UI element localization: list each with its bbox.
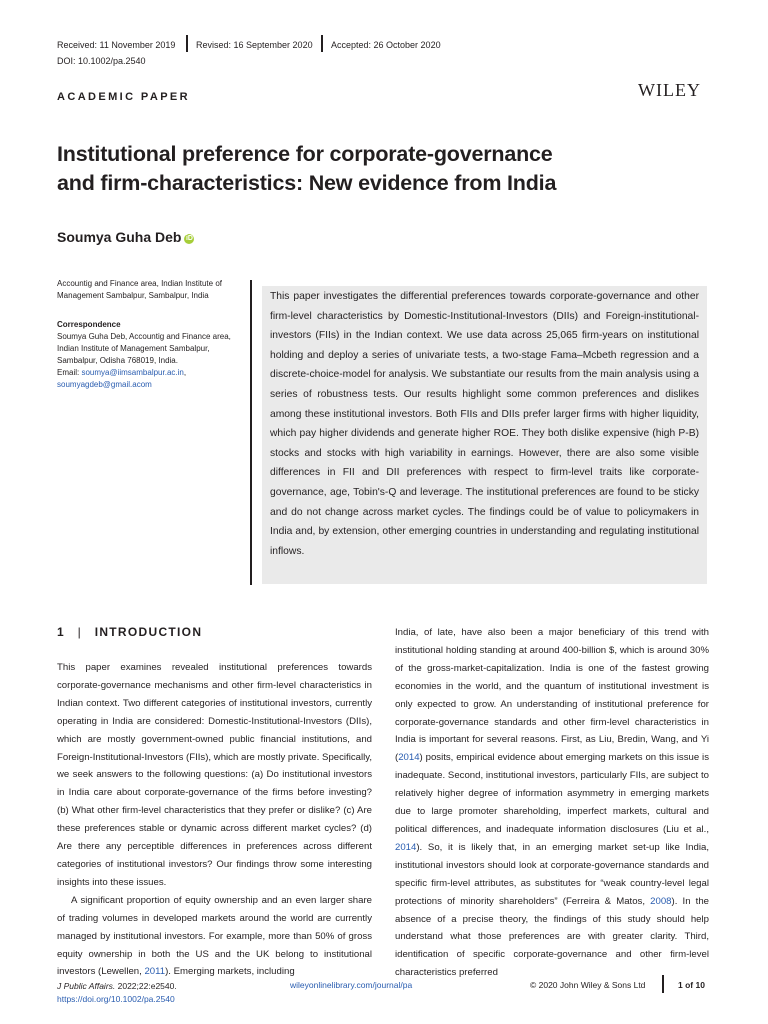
orcid-icon[interactable]: iD: [185, 235, 193, 242]
paragraph: A significant proportion of equity ownership and an even larger share of trading volumes in developed markets around the world are currently managed by institutional investors. For example, more than 50% of gross equity ownership in both the US and the UK belong to institutional investors (Lewellen, 2011). Emerging markets, including: [57, 894, 372, 978]
doi-link[interactable]: https://doi.org/10.1002/pa.2540: [57, 994, 175, 1004]
copyright: © 2020 John Wiley & Sons Ltd: [530, 980, 646, 990]
section-number: 1: [57, 625, 65, 639]
citation-link[interactable]: 2014: [395, 841, 417, 853]
journal-site-link[interactable]: wileyonlinelibrary.com/journal/pa: [290, 980, 413, 990]
received-date: Received: 11 November 2019: [57, 40, 176, 50]
correspondence: Correspondence Soumya Guha Deb, Accountig and Finance area, Indian Institute of Management Sambalpur, Sambalpur, Odisha 768019, India. Email: soumya@iimsambalpur.ac.in, soumyagdeb@gmail.acom: [57, 319, 247, 391]
citation-link[interactable]: 2011: [144, 966, 166, 978]
divider: [662, 975, 664, 993]
citation-link[interactable]: 2014: [398, 752, 420, 764]
citation-link[interactable]: 2008: [650, 895, 672, 907]
title-line: and firm-characteristics: New evidence from India: [57, 171, 557, 195]
section-heading: [57, 625, 202, 639]
paragraph: This paper examines revealed institutional preferences towards corporate-governance mechanisms and other firm-level characteristics in Indian context. Two different categories of institutional investors, currently operating in India are considered: Domestic-Institutional-Investors (DIIs), which are mostly government-owned public financial institutions, and Foreign-Institutional-Investors (FIIs), which are mostly private. Specifically, we seek answers to the following questions: (a) Do institutional investors in India care about corporate-governance of the firms before investing? (b) What other firm-level characteristics that they prefer or dislike? (c) Are these preferences stable or dynamic across different market cycles? (d) Are there any perceptible differences in preferences across different categories of institutional investors? Our findings throw some interesting insights into these issues.: [57, 662, 372, 888]
divider: [321, 35, 323, 52]
abstract-text: This paper investigates the differential preferences towards corporate-governance and other firm-level characteristics by Domestic-Institutional-Investors (DIIs) and Foreign-institutional-investors (FIIs) in the Indian context. We use data across 25,065 firm-years on institutional holding and deploy a series of univariate tests, a two-stage Fama–Mcbeth regression and a discrete-choice-model for analysis. We substantiate our results from the main analysis using a series of robustness tests. Our results highlight some common preferences and dislikes among these institutional investors. Both FIIs and DIIs prefer larger firms with higher liquidity, which pay higher dividends and generate higher ROE. They both dislike expensive (high P-B) stocks and stocks with high variability in earnings. However, there are also some visible differences in FII and DII preferences with respect to firm-level traits like corporate-governance, age, Tobin's-Q and leverage. The institutional preferences are found to be sticky and do not change across market cycles. The findings could be of value to policymakers in India and, by extension, other emerging countries in understanding and regulating institutional inflows.: [270, 291, 699, 557]
page-title: [57, 140, 657, 198]
journal-name: J Public Affairs.: [57, 981, 116, 991]
correspondence-heading: Correspondence: [57, 320, 121, 329]
revised-date: Revised: 16 September 2020: [196, 40, 313, 50]
email-link[interactable]: soumya@iimsambalpur.ac.in: [81, 368, 184, 377]
body-column-right: [395, 624, 709, 982]
publisher-logo: WILEY: [638, 80, 701, 100]
title-line: Institutional preference for corporate-governance: [57, 142, 553, 166]
section-title: INTRODUCTION: [94, 625, 203, 639]
email-link[interactable]: soumyagdeb@gmail.acom: [57, 380, 152, 389]
section-separator: |: [77, 625, 83, 639]
affiliation: Accountig and Finance area, Indian Institute of Management Sambalpur, Sambalpur, India: [57, 279, 222, 300]
body-column-left: [57, 659, 372, 981]
email-label: Email:: [57, 368, 82, 377]
abstract-box: [262, 286, 707, 584]
author: [57, 229, 194, 245]
footer-citation: J Public Affairs. 2022;22:e2540. https://doi.org/10.1002/pa.2540: [57, 981, 177, 1004]
page-number: 1 of 10: [678, 980, 705, 990]
author-name: Soumya Guha Deb: [57, 229, 182, 245]
correspondence-text: Soumya Guha Deb, Accountig and Finance area, Indian Institute of Management Sambalpur, Sambalpur, Odisha 768019, India.: [57, 332, 231, 365]
paragraph: India, of late, have also been a major beneficiary of this trend with institutional holding standing at around 400-billion $, which is around 30% of the gross-market-capitalization. India is one of the fastest growing economies in the world, and the quantum of institutional investment is only expected to grow. An understanding of institutional preference for corporate-governance standards and other firm-level characteristics in India is important for several reasons. First, as Liu, Bredin, Wang, and Yi (2014) posits, empirical evidence about emerging markets on this issue is inadequate. Second, institutional investors, particularly FIIs, are subject to relatively higher degree of information asymmetry in emerging markets due to large promoter shareholding, imperfect markets, cultural and political differences, and inadequate information disclosures (Liu et al., 2014). So, it is likely that, in an emerging market set-up like India, institutional investors should look at corporate-governance standards and specific firm-level attributes, as substitutes for “weak country-level legal protections of minority shareholders” (Ferreira & Matos, 2008). In the absence of a precise theory, the findings of this study should help understand what those preferences are with greater clarity. Third, identification of specific corporate-governance and other firm-level characteristics preferred: [395, 627, 710, 979]
accepted-date: Accepted: 26 October 2020: [331, 40, 441, 50]
abstract-rule: [250, 280, 252, 585]
divider: [186, 35, 188, 52]
article-type: ACADEMIC PAPER: [57, 91, 191, 103]
doi: DOI: 10.1002/pa.2540: [57, 56, 146, 66]
